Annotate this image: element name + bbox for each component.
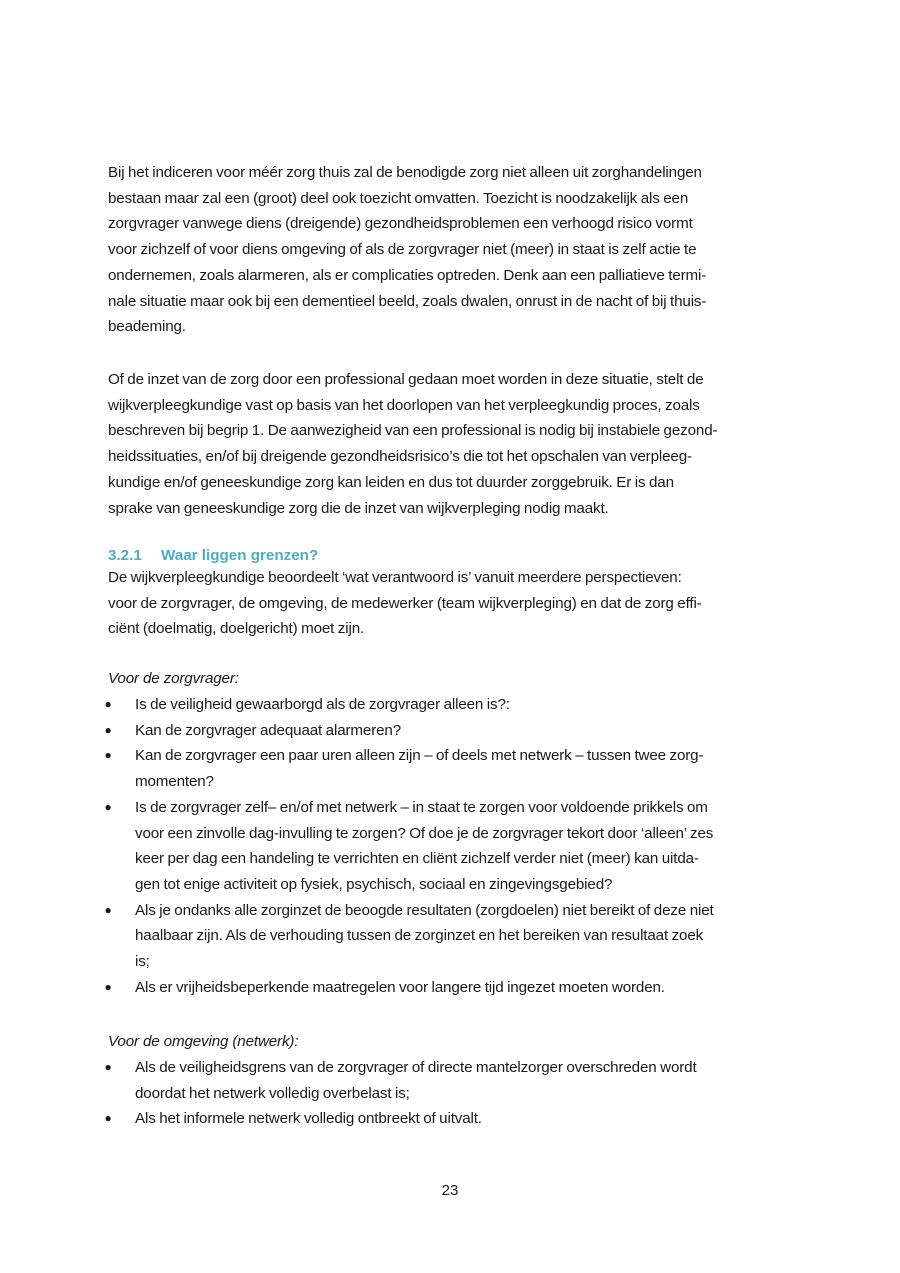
text-line: beschreven bij begrip 1. De aanwezigheid van een professional is nodig bij instabiele gezond- xyxy=(108,422,718,440)
text-line: doordat het netwerk volledig overbelast is; xyxy=(135,1084,410,1102)
list-item xyxy=(98,692,808,718)
text-line: haalbaar zijn. Als de verhouding tussen de zorginzet en het bereiken van resultaat zoek xyxy=(135,927,704,945)
bullet-list-zorgvrager xyxy=(98,692,808,1000)
sublabel-omgeving: Voor de omgeving (netwerk): xyxy=(108,1033,299,1050)
list-item xyxy=(98,743,808,794)
text-line: momenten? xyxy=(135,773,214,791)
bullet-icon: ● xyxy=(104,1060,112,1074)
text-line: zorgvrager vanwege diens (dreigende) gezondheidsproblemen een verhoogd risico vormt xyxy=(108,215,693,233)
text-line: voor zichzelf of voor diens omgeving of als de zorgvrager niet (meer) in staat is zelf actie te xyxy=(108,241,697,259)
text-line: Als het informele netwerk volledig ontbreekt of uitvalt. xyxy=(135,1110,482,1128)
text-line: Kan de zorgvrager adequaat alarmeren? xyxy=(135,721,402,739)
text-line: keer per dag een handeling te verrichten en cliënt zichzelf verder niet (meer) kan uitda- xyxy=(135,850,699,868)
paragraph-perspectieven xyxy=(108,565,702,642)
bullet-icon: ● xyxy=(104,799,112,814)
bullet-list-omgeving xyxy=(98,1055,808,1132)
text-line: Als je ondanks alle zorginzet de beoogde resultaten (zorgdoelen) niet bereikt of deze niet xyxy=(135,901,714,919)
text-line: heidssituaties, en/of bij dreigende gezondheidsrisico’s die tot het opschalen van verpleeg- xyxy=(108,448,692,466)
text-line: Als de veiligheidsgrens van de zorgvrager of directe mantelzorger overschreden wordt xyxy=(135,1059,697,1076)
list-item xyxy=(98,795,808,898)
text-line: gen tot enige activiteit op fysiek, psychisch, sociaal en zingevingsgebied? xyxy=(135,875,613,893)
text-line: wijkverpleegkundige vast op basis van het doorlopen van het verpleegkundig proces, zoals xyxy=(108,396,700,414)
bullet-icon: ● xyxy=(104,902,112,917)
paragraph-toezicht xyxy=(108,160,706,340)
list-item xyxy=(98,718,808,744)
list-item xyxy=(98,975,808,1001)
text-line: Is de veiligheid gewaarborgd als de zorgvrager alleen is?: xyxy=(135,696,510,713)
text-line: De wijkverpleegkundige beoordeelt ‘wat verantwoord is’ vanuit meerdere perspectieven: xyxy=(108,569,682,586)
section-number: 3.2.1 xyxy=(108,547,142,564)
section-title: Waar liggen grenzen? xyxy=(161,547,319,564)
bullet-icon: ● xyxy=(104,1111,112,1126)
text-line: Is de zorgvrager zelf– en/of met netwerk – in staat te zorgen voor voldoende prikkels om xyxy=(135,798,708,816)
bullet-icon: ● xyxy=(104,722,112,737)
bullet-icon: ● xyxy=(104,697,112,711)
text-line: Bij het indiceren voor méér zorg thuis zal de benodigde zorg niet alleen uit zorghandelingen xyxy=(108,164,702,181)
text-line: nale situatie maar ook bij een dementieel beeld, zoals dwalen, onrust in de nacht of bij thuis- xyxy=(108,292,707,310)
text-line: voor de zorgvrager, de omgeving, de medewerker (team wijkverpleging) en dat de zorg effi- xyxy=(108,594,702,612)
paragraph-professional xyxy=(108,367,717,521)
text-line: Kan de zorgvrager een paar uren alleen zijn – of deels met netwerk – tussen twee zorg- xyxy=(135,747,704,765)
list-item xyxy=(98,1055,808,1106)
list-item xyxy=(98,1106,808,1132)
text-line: Als er vrijheidsbeperkende maatregelen voor langere tijd ingezet moeten worden. xyxy=(135,978,665,996)
text-line: is; xyxy=(135,953,150,971)
text-line: ondernemen, zoals alarmeren, als er complicaties optreden. Denk aan een palliatieve termi- xyxy=(108,266,707,284)
sublabel-zorgvrager: Voor de zorgvrager: xyxy=(108,670,239,687)
bullet-icon: ● xyxy=(104,748,112,763)
list-item xyxy=(98,898,808,975)
text-line: beademing. xyxy=(108,318,186,336)
page-number: 23 xyxy=(441,1182,459,1199)
text-line: bestaan maar zal een (groot) deel ook toezicht omvatten. Toezicht is noodzakelijk als een xyxy=(108,189,689,207)
bullet-icon: ● xyxy=(104,979,112,994)
text-line: Of de inzet van de zorg door een professional gedaan moet worden in deze situatie, stelt de xyxy=(108,371,704,388)
text-line: voor een zinvolle dag-invulling te zorgen? Of doe je de zorgvrager tekort door ‘alleen’ zes xyxy=(135,824,714,842)
text-line: sprake van geneeskundige zorg die de inzet van wijkverpleging nodig maakt. xyxy=(108,499,609,517)
text-line: ciënt (doelmatig, doelgericht) moet zijn. xyxy=(108,620,365,638)
text-line: kundige en/of geneeskundige zorg kan leiden en dus tot duurder zorggebruik. Er is dan xyxy=(108,473,674,491)
